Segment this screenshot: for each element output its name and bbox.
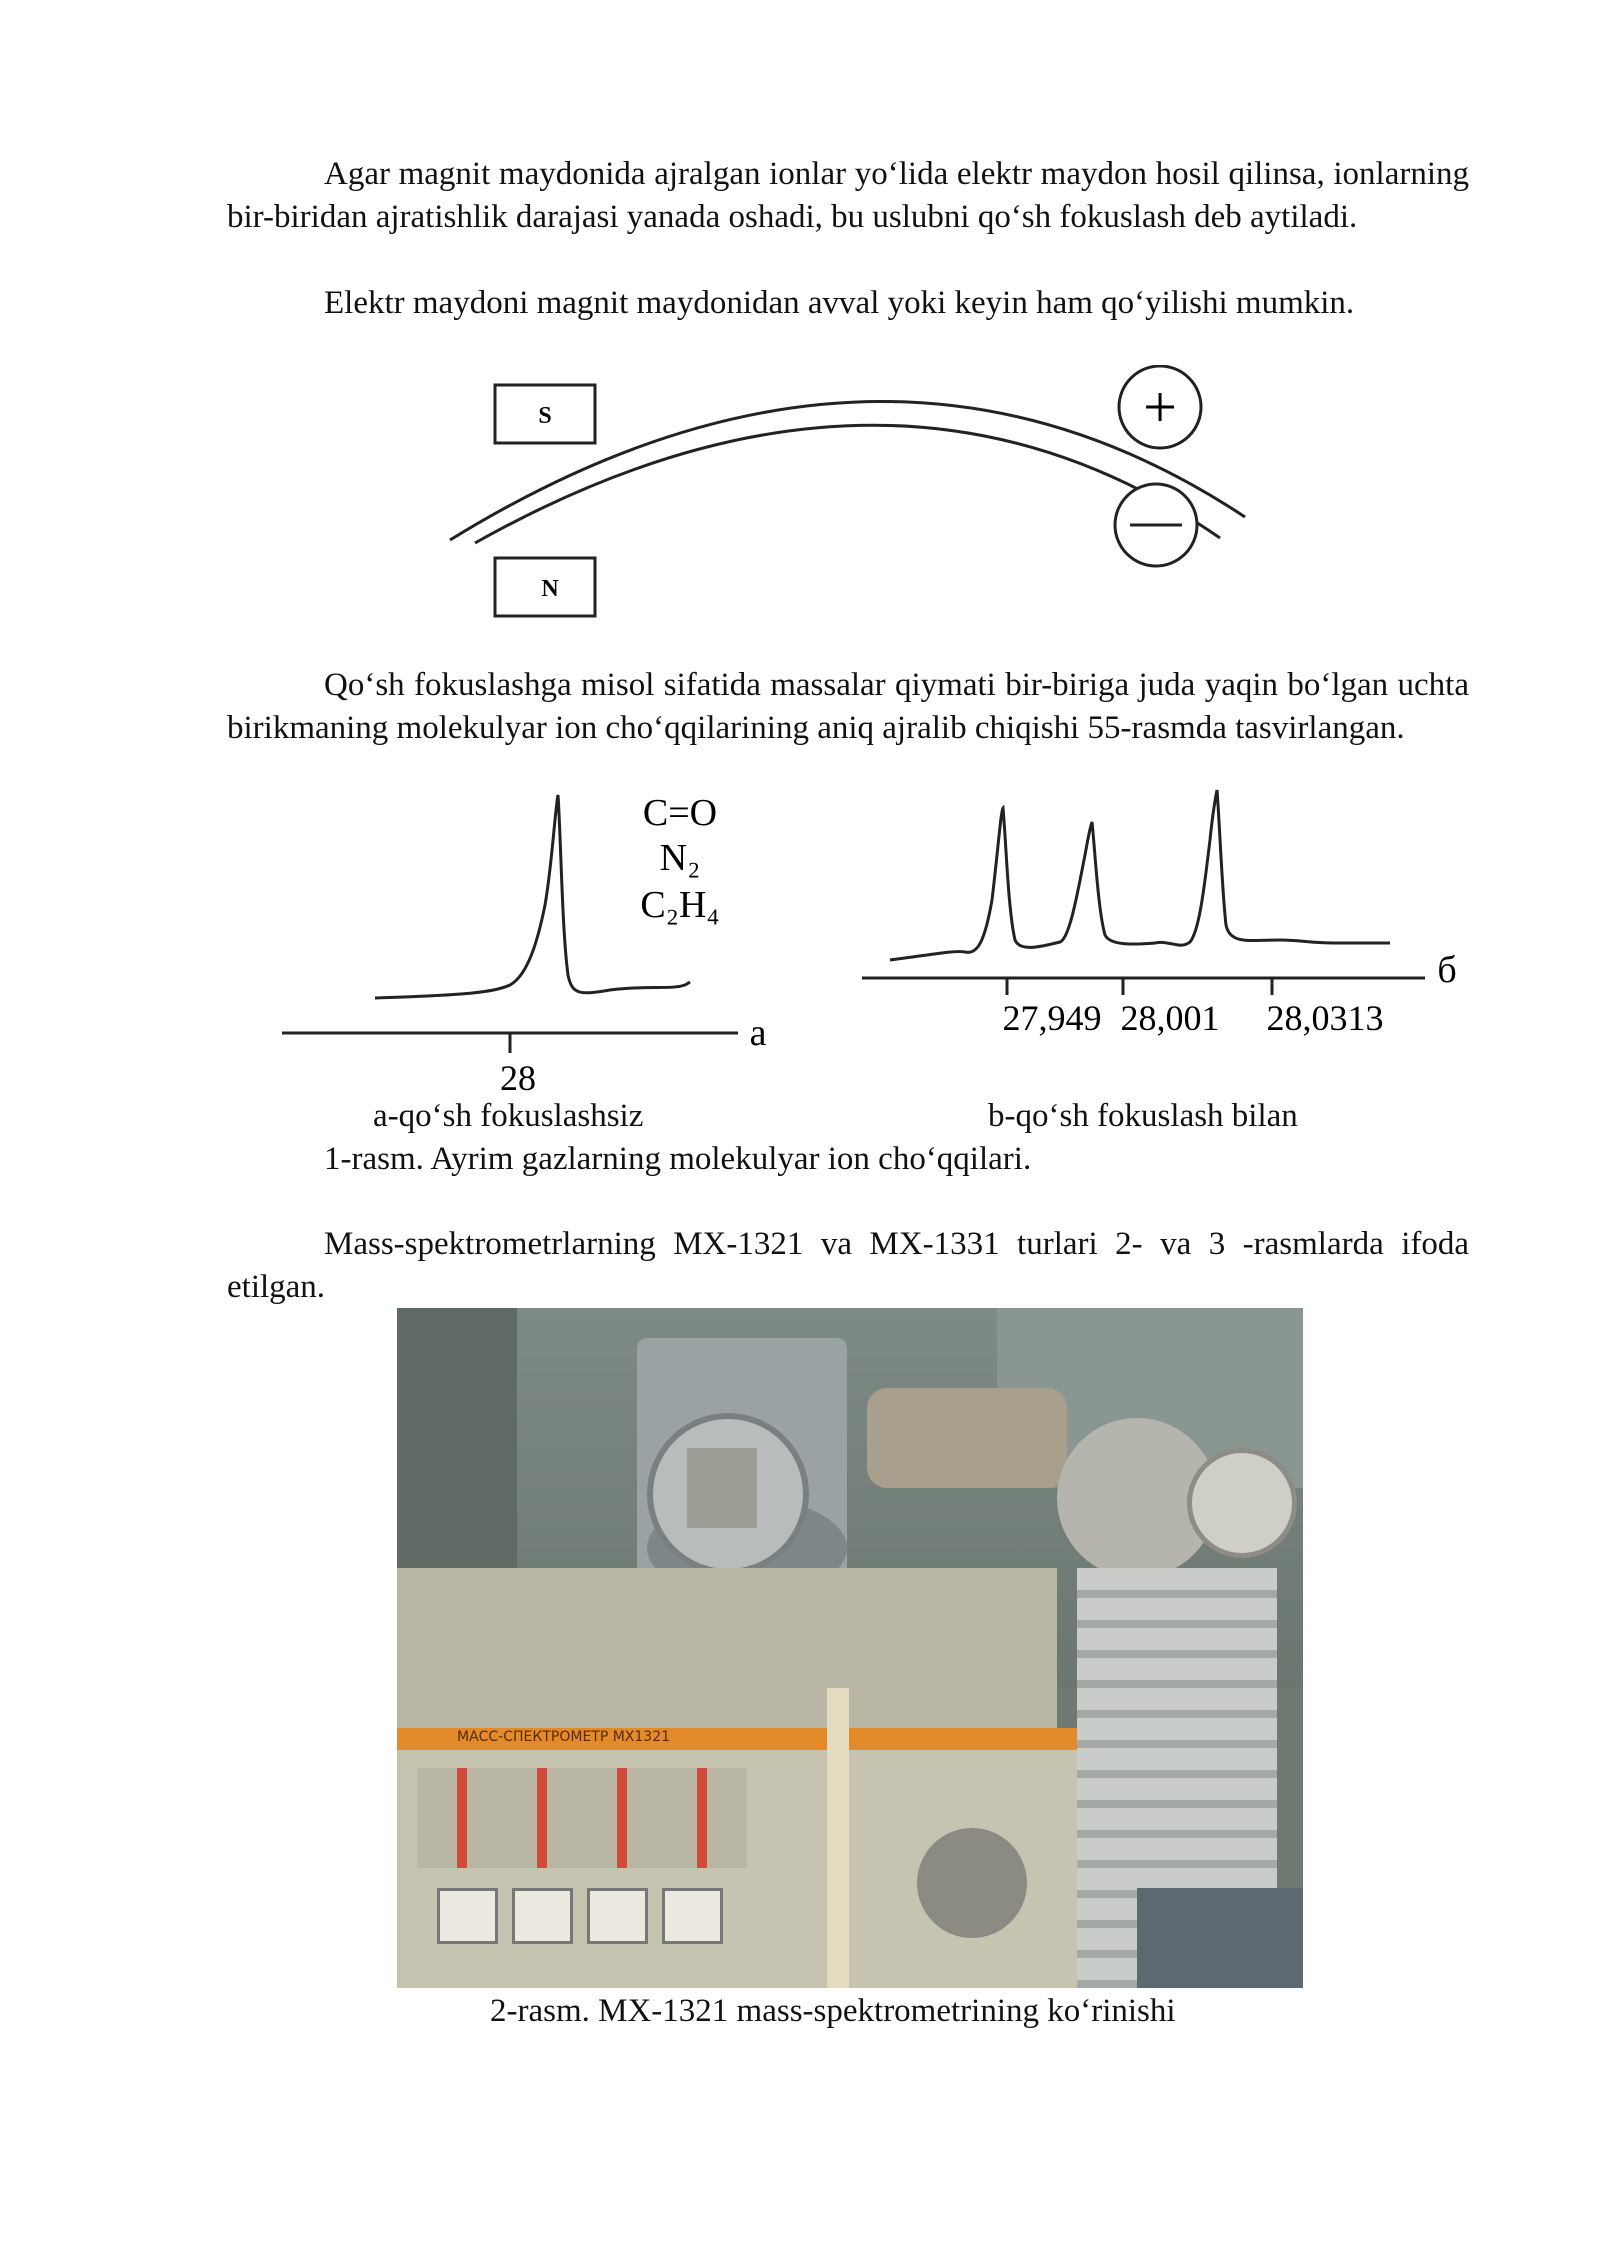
paragraph-3-text: Qo‘sh fokuslashga misol sifatida massalar qiymati bir-biriga juda yaqin bo‘lgan uchta birikmaning molekulyar ion cho‘qqilarining aniq ajralib chiqishi 55-rasmda tasvirlangan. [227,667,1469,746]
photo-panel-label: МАСС-СПЕКТРОМЕТР МХ1321 [457,1729,671,1745]
photo-meter [512,1888,573,1944]
chart-b [860,780,1480,1050]
photo-chair [1137,1888,1303,1988]
compound-label: N₂ [659,837,701,879]
photo-left-cabinet [397,1308,517,1568]
paragraph-1 [227,153,1469,239]
mass-spectrometer-photo [397,1308,1303,1988]
photo-flange-box [687,1448,757,1528]
chart-b-tick-label: 28,0313 [1266,998,1384,1038]
magnet-n-label: N [541,576,559,602]
chart-a-tick-label: 28 [500,1058,536,1098]
figure-1-caption: 1-rasm. Ayrim gazlarning molekulyar ion cho‘qqilari. [324,1141,1032,1177]
photo-meter [662,1888,723,1944]
figure-2-caption: 2-rasm. MX-1321 mass-spektrometrining ko‘rinishi [490,1993,1176,2029]
paragraph-3 [227,664,1469,750]
chart-b-tick-label: 28,001 [1120,998,1220,1038]
chart-a-panel-label: a [749,1012,767,1054]
chart-b-caption: b-qo‘sh fokuslash bilan [988,1098,1298,1134]
photo-meter [587,1888,648,1944]
paragraph-4-text: Mass-spektrometrlarning MX-1321 va MX-1331 turlari 2- va 3 -rasmlarda ifoda etilgan. [227,1226,1469,1305]
paragraph-2-text: Elektr maydoni magnit maydonidan avval yoki keyin ham qo‘yilishi mumkin. [324,285,1355,321]
chart-b-panel-label: б [1437,949,1457,991]
photo-console-top [397,1568,1057,1728]
chart-a-caption: a-qo‘sh fokuslashsiz [373,1098,644,1134]
photo-valve-wheel [917,1828,1027,1938]
chart-b-series-line [890,790,1390,960]
chart-a [280,780,800,1100]
compound-label: C=O [642,792,718,834]
paragraph-4 [227,1223,1469,1309]
paragraph-1-text: Agar magnit maydonida ajralgan ionlar yo‘lida elektr maydon hosil qilinsa, ionlarning bir-biridan ajratishlik darajasi yanada oshadi, bu uslubni qo‘sh fokuslash deb aytiladi. [227,156,1469,235]
chart-b-tick-label: 27,949 [1002,998,1102,1038]
photo-switch-panel [417,1768,747,1868]
photo-cable [827,1688,849,1988]
photo-end-cap [1187,1448,1297,1558]
plus-icon: + [1143,374,1177,440]
focusing-diagram [440,365,1260,630]
photo-meter [437,1888,498,1944]
magnet-s-label: S [538,403,552,429]
paragraph-2 [227,282,1469,325]
photo-analyzer-tube [867,1388,1067,1488]
compound-label: C₂H₄ [640,884,720,926]
